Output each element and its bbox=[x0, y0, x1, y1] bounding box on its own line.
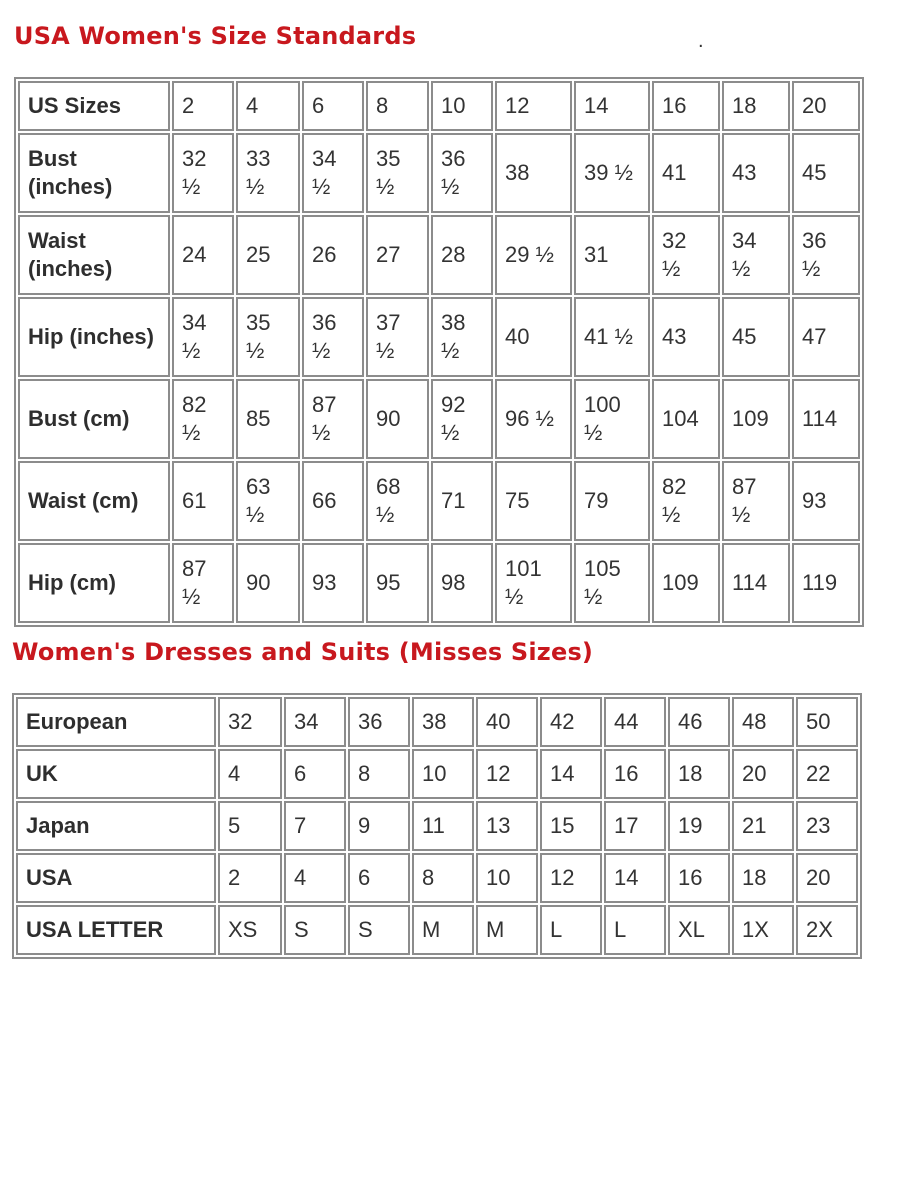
table-cell: 48 bbox=[732, 697, 794, 747]
table-cell: 33 ½ bbox=[236, 133, 300, 213]
table-cell: 20 bbox=[796, 853, 858, 903]
table-cell: 36 ½ bbox=[302, 297, 364, 377]
table-row bbox=[16, 905, 858, 955]
misses-sizes-title: Women's Dresses and Suits (Misses Sizes) bbox=[12, 638, 594, 666]
table-cell: 38 bbox=[495, 133, 572, 213]
table-cell: 8 bbox=[348, 749, 410, 799]
table-cell: 32 bbox=[218, 697, 282, 747]
table-cell: 19 bbox=[668, 801, 730, 851]
table-cell: 82 ½ bbox=[172, 379, 234, 459]
table-cell: 20 bbox=[792, 81, 860, 131]
table-cell: 9 bbox=[348, 801, 410, 851]
table-cell: 109 bbox=[722, 379, 790, 459]
row-label: European bbox=[16, 697, 216, 747]
table-cell: S bbox=[348, 905, 410, 955]
table-cell: 101 ½ bbox=[495, 543, 572, 623]
table-cell: 16 bbox=[604, 749, 666, 799]
table-cell: 14 bbox=[604, 853, 666, 903]
table-cell: 119 bbox=[792, 543, 860, 623]
size-standards-body bbox=[18, 81, 860, 623]
size-standards-title: USA Women's Size Standards bbox=[14, 22, 417, 50]
table-cell: 4 bbox=[236, 81, 300, 131]
table-cell: 46 bbox=[668, 697, 730, 747]
table-cell: 114 bbox=[722, 543, 790, 623]
table-cell: 42 bbox=[540, 697, 602, 747]
table-cell: 34 ½ bbox=[172, 297, 234, 377]
table-cell: 98 bbox=[431, 543, 493, 623]
table-cell: 40 bbox=[495, 297, 572, 377]
table-cell: 43 bbox=[652, 297, 720, 377]
table-cell: 2X bbox=[796, 905, 858, 955]
table-row bbox=[16, 801, 858, 851]
table-cell: 96 ½ bbox=[495, 379, 572, 459]
row-label: Hip (cm) bbox=[18, 543, 170, 623]
table-cell: L bbox=[540, 905, 602, 955]
table-cell: 85 bbox=[236, 379, 300, 459]
table-cell: 90 bbox=[366, 379, 429, 459]
table-cell: 68 ½ bbox=[366, 461, 429, 541]
row-label: UK bbox=[16, 749, 216, 799]
table-row bbox=[16, 749, 858, 799]
table-cell: 32 ½ bbox=[652, 215, 720, 295]
table-cell: 26 bbox=[302, 215, 364, 295]
table-row bbox=[18, 297, 860, 377]
table-cell: 27 bbox=[366, 215, 429, 295]
table-cell: 8 bbox=[366, 81, 429, 131]
row-label: Bust (inches) bbox=[18, 133, 170, 213]
table-cell: 14 bbox=[540, 749, 602, 799]
table-cell: 24 bbox=[172, 215, 234, 295]
table-row bbox=[18, 379, 860, 459]
table-cell: 36 bbox=[348, 697, 410, 747]
table-cell: 25 bbox=[236, 215, 300, 295]
table-cell: 114 bbox=[792, 379, 860, 459]
table-row bbox=[18, 543, 860, 623]
table-row bbox=[18, 215, 860, 295]
table-cell: 38 bbox=[412, 697, 474, 747]
table-cell: 34 bbox=[284, 697, 346, 747]
table-cell: 35 ½ bbox=[366, 133, 429, 213]
table-cell: 12 bbox=[476, 749, 538, 799]
table-cell: 13 bbox=[476, 801, 538, 851]
table-cell: 105 ½ bbox=[574, 543, 650, 623]
table-cell: 1X bbox=[732, 905, 794, 955]
table-cell: 4 bbox=[218, 749, 282, 799]
table-cell: 20 bbox=[732, 749, 794, 799]
misses-sizes-table bbox=[12, 693, 862, 959]
table-cell: 100 ½ bbox=[574, 379, 650, 459]
table-cell: S bbox=[284, 905, 346, 955]
table-cell: 45 bbox=[792, 133, 860, 213]
table-cell: 93 bbox=[792, 461, 860, 541]
row-label: USA LETTER bbox=[16, 905, 216, 955]
table-cell: 90 bbox=[236, 543, 300, 623]
table-cell: 6 bbox=[348, 853, 410, 903]
table-cell: 18 bbox=[722, 81, 790, 131]
row-label: Hip (inches) bbox=[18, 297, 170, 377]
table-cell: 10 bbox=[412, 749, 474, 799]
table-cell: 87 ½ bbox=[722, 461, 790, 541]
table-cell: 8 bbox=[412, 853, 474, 903]
table-cell: 63 ½ bbox=[236, 461, 300, 541]
table-cell: XL bbox=[668, 905, 730, 955]
table-cell: 22 bbox=[796, 749, 858, 799]
table-cell: 17 bbox=[604, 801, 666, 851]
row-label: US Sizes bbox=[18, 81, 170, 131]
table-cell: 15 bbox=[540, 801, 602, 851]
table-cell: 4 bbox=[284, 853, 346, 903]
table-cell: 35 ½ bbox=[236, 297, 300, 377]
row-label: USA bbox=[16, 853, 216, 903]
row-label: Waist (inches) bbox=[18, 215, 170, 295]
table-cell: 11 bbox=[412, 801, 474, 851]
misses-sizes-body bbox=[16, 697, 858, 955]
table-cell: 34 ½ bbox=[302, 133, 364, 213]
size-standards-table bbox=[14, 77, 864, 627]
table-row bbox=[18, 133, 860, 213]
table-cell: 32 ½ bbox=[172, 133, 234, 213]
table-cell: 75 bbox=[495, 461, 572, 541]
row-label: Japan bbox=[16, 801, 216, 851]
table-cell: 14 bbox=[574, 81, 650, 131]
table-cell: 40 bbox=[476, 697, 538, 747]
table-cell: 43 bbox=[722, 133, 790, 213]
table-cell: 6 bbox=[284, 749, 346, 799]
table-cell: 16 bbox=[668, 853, 730, 903]
table-cell: M bbox=[412, 905, 474, 955]
table-cell: 16 bbox=[652, 81, 720, 131]
table-cell: 82 ½ bbox=[652, 461, 720, 541]
table-cell: 29 ½ bbox=[495, 215, 572, 295]
table-cell: 109 bbox=[652, 543, 720, 623]
table-cell: 41 bbox=[652, 133, 720, 213]
table-cell: 38 ½ bbox=[431, 297, 493, 377]
table-row bbox=[16, 697, 858, 747]
table-cell: L bbox=[604, 905, 666, 955]
table-cell: 34 ½ bbox=[722, 215, 790, 295]
table-cell: 92 ½ bbox=[431, 379, 493, 459]
table-cell: 12 bbox=[495, 81, 572, 131]
table-cell: 79 bbox=[574, 461, 650, 541]
table-cell: 50 bbox=[796, 697, 858, 747]
table-cell: 6 bbox=[302, 81, 364, 131]
table-cell: M bbox=[476, 905, 538, 955]
table-row bbox=[18, 81, 860, 131]
table-cell: 87 ½ bbox=[302, 379, 364, 459]
table-row bbox=[16, 853, 858, 903]
table-cell: 18 bbox=[668, 749, 730, 799]
table-cell: 37 ½ bbox=[366, 297, 429, 377]
table-cell: 71 bbox=[431, 461, 493, 541]
table-cell: 93 bbox=[302, 543, 364, 623]
table-cell: 47 bbox=[792, 297, 860, 377]
table-cell: 104 bbox=[652, 379, 720, 459]
table-cell: 66 bbox=[302, 461, 364, 541]
table-cell: 18 bbox=[732, 853, 794, 903]
table-cell: 2 bbox=[218, 853, 282, 903]
table-cell: 12 bbox=[540, 853, 602, 903]
table-cell: 7 bbox=[284, 801, 346, 851]
table-cell: 5 bbox=[218, 801, 282, 851]
table-row bbox=[18, 461, 860, 541]
table-cell: 45 bbox=[722, 297, 790, 377]
table-cell: 95 bbox=[366, 543, 429, 623]
table-cell: XS bbox=[218, 905, 282, 955]
table-cell: 23 bbox=[796, 801, 858, 851]
row-label: Waist (cm) bbox=[18, 461, 170, 541]
table-cell: 44 bbox=[604, 697, 666, 747]
stray-dot: . bbox=[698, 30, 704, 52]
table-cell: 36 ½ bbox=[431, 133, 493, 213]
table-cell: 39 ½ bbox=[574, 133, 650, 213]
table-cell: 61 bbox=[172, 461, 234, 541]
table-cell: 31 bbox=[574, 215, 650, 295]
table-cell: 87 ½ bbox=[172, 543, 234, 623]
table-cell: 2 bbox=[172, 81, 234, 131]
table-cell: 36 ½ bbox=[792, 215, 860, 295]
table-cell: 10 bbox=[431, 81, 493, 131]
table-cell: 10 bbox=[476, 853, 538, 903]
table-cell: 41 ½ bbox=[574, 297, 650, 377]
table-cell: 21 bbox=[732, 801, 794, 851]
row-label: Bust (cm) bbox=[18, 379, 170, 459]
table-cell: 28 bbox=[431, 215, 493, 295]
